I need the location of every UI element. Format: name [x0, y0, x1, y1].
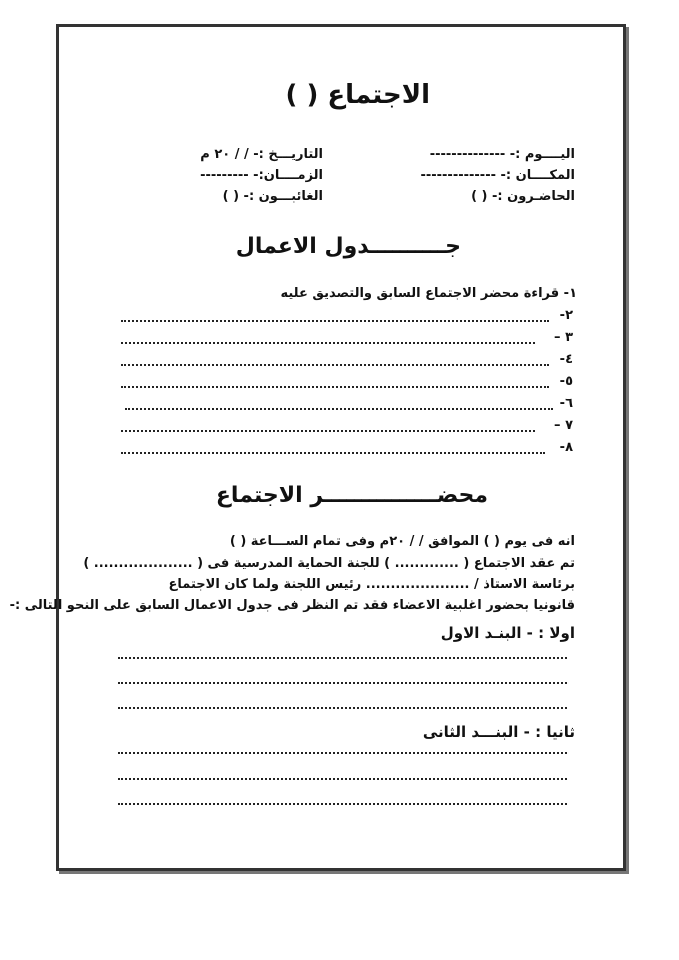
agenda-line-4[interactable] [121, 364, 549, 366]
second-item-line-1[interactable] [118, 752, 567, 754]
second-item-line-2[interactable] [118, 778, 567, 780]
agenda-line-8[interactable] [121, 452, 545, 454]
agenda-item-7: ٧ – [554, 418, 573, 433]
agenda-item-3: ٣ – [554, 330, 573, 345]
minutes-title: محضـــــــــــــــر الاجتماع [215, 483, 488, 508]
date-field[interactable]: التاريـــخ :- / / ٢٠ م [200, 147, 323, 162]
page-title: الاجتماع ( ) [285, 80, 430, 110]
first-item-heading: اولا : - البنـد الاول [440, 624, 575, 642]
agenda-item-1: ١- قراءة محضر الاجتماع السابق والتصديق عليه [280, 286, 577, 301]
minutes-line-2: تم عقد الاجتماع ( ............. ) للجنة الحماية المدرسية فى ( .................... ) [83, 556, 575, 571]
absent-field[interactable]: الغائبـــون :- ( ) [222, 189, 323, 204]
second-item-line-3[interactable] [118, 803, 567, 805]
time-field[interactable]: الزمــــان:- --------- [200, 168, 323, 183]
agenda-line-7[interactable] [121, 430, 535, 432]
agenda-item-2: ٢- [559, 308, 573, 323]
first-item-line-3[interactable] [118, 707, 567, 709]
minutes-line-1: انه فى يوم ( ) الموافق / / ٢٠م وفى تمام الســـاعة ( ) [229, 534, 575, 549]
agenda-title: جــــــــــدول الاعمال [235, 234, 461, 259]
agenda-item-6: ٦- [559, 396, 573, 411]
present-field[interactable]: الحاضـرون :- ( ) [471, 189, 575, 204]
agenda-line-3[interactable] [121, 342, 535, 344]
agenda-item-8: ٨- [559, 440, 573, 455]
first-item-line-2[interactable] [118, 682, 567, 684]
place-field[interactable]: المكــــان :- -------------- [420, 168, 575, 183]
agenda-line-5[interactable] [121, 386, 549, 388]
day-field[interactable]: اليــــوم :- -------------- [429, 147, 575, 162]
second-item-heading: ثانيا : - البنـــد الثانى [422, 723, 575, 741]
agenda-item-4: ٤- [559, 352, 573, 367]
agenda-line-6[interactable] [125, 408, 553, 410]
minutes-line-3: برئاسة الاستاذ / ..................... رئيس اللجنة ولما كان الاجتماع [168, 577, 575, 592]
first-item-line-1[interactable] [118, 657, 567, 659]
agenda-item-5: ٥- [559, 374, 573, 389]
agenda-line-2[interactable] [121, 320, 549, 322]
minutes-line-4: قانونيا بحضور اغلبية الاعضاء فقد تم النظر فى جدول الاعمال السابق على النحو التالى :- [9, 598, 575, 613]
